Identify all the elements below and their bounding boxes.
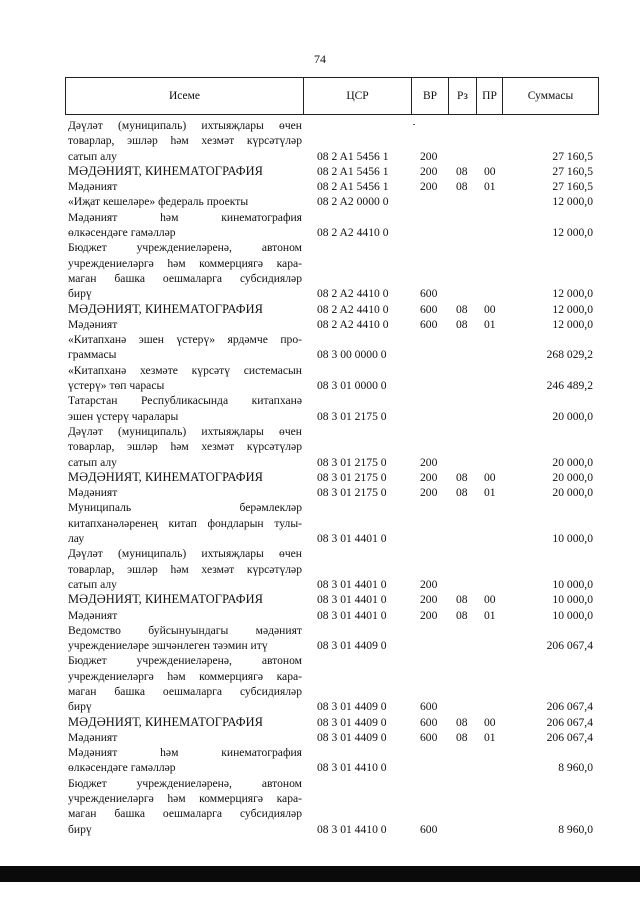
row-csr: 08 3 01 4409 0 [317,715,387,729]
row-name-line: МӘДӘНИЯТ, КИНЕМАТОГРАФИЯ [68,469,264,484]
row-csr: 08 3 01 4401 0 [317,608,387,622]
row-amount: 12 000,0 [552,287,593,301]
row-name-line: Дәүләт (муниципаль) ихтыяҗлары өчен [68,424,302,438]
row-name-line: товарлар, эшләр һәм хезмәт күрсәтүләр [68,134,302,148]
table-row [0,332,640,363]
row-name-line: учреждениеләргә һәм коммерциягә кара- [68,669,302,683]
row-name-line: учреждениеләргә һәм коммерциягә кара- [68,792,302,806]
row-name [68,118,302,164]
row-amount: 12 000,0 [552,317,593,331]
row-name [68,745,302,776]
row-rz: 08 [456,317,468,331]
row-name [68,500,302,546]
row-name [68,240,302,301]
row-rz: 08 [456,486,468,500]
row-name-line: эшен үстерү чаралары [68,409,179,423]
table-row [0,745,640,776]
row-name-line: Татарстан Республикасында китапханә [68,394,302,408]
row-name [68,715,302,730]
header-rz: Рз [448,78,476,114]
row-vr: 200 [420,470,438,484]
row-csr: 08 3 01 4410 0 [317,761,387,775]
row-vr: 200 [420,149,438,163]
row-vr: 200 [420,593,438,607]
row-name-line: сатып алу [68,577,117,591]
table-row [0,623,640,654]
table-row [0,317,640,332]
row-name-line: Дәүләт (муниципаль) ихтыяҗлары өчен [68,547,302,561]
row-vr: 200 [420,180,438,194]
row-csr: 08 3 01 4410 0 [317,822,387,836]
table-row [0,608,640,623]
table-row [0,118,640,164]
row-amount: 10 000,0 [552,577,593,591]
row-name-line: үстерү» төп чарасы [68,379,165,393]
row-amount: 20 000,0 [552,486,593,500]
row-vr: 600 [420,317,438,331]
row-name-line: Мәдәният һәм кинематография [68,746,302,760]
row-name [68,653,302,714]
row-vr: 600 [420,715,438,729]
row-name [68,179,302,194]
table-row [0,546,640,592]
row-name-line: МӘДӘНИЯТ, КИНЕМАТОГРАФИЯ [68,301,264,316]
row-name [68,730,302,745]
table-row [0,776,640,837]
row-name [68,470,302,485]
row-csr: 08 3 01 2175 0 [317,455,387,469]
row-name [68,424,302,470]
row-name-line: учреждениеләре эшчәнлеген тәэмин итү [68,639,268,653]
row-amount: 246 489,2 [546,379,593,393]
row-pr: 00 [484,302,496,316]
row-pr: 00 [484,715,496,729]
row-csr: 08 2 A2 0000 0 [317,195,389,209]
row-csr: 08 3 01 4409 0 [317,700,387,714]
row-amount: 10 000,0 [552,532,593,546]
row-name [68,608,302,623]
row-csr: 08 3 01 0000 0 [317,379,387,393]
header-csr: ЦСР [303,78,411,114]
row-amount: 12 000,0 [552,226,593,240]
row-amount: 12 000,0 [552,302,593,316]
row-vr: 200 [420,608,438,622]
row-name-line: маган башка оешмаларга субсидияләр [68,807,302,821]
table-row [0,179,640,194]
row-name-line: Бюджет учреждениеләренә, автоном [68,776,302,790]
row-vr: 600 [420,302,438,316]
row-name [68,164,302,179]
row-vr: 600 [420,700,438,714]
row-name-line: Муниципаль берәмлекләр [68,501,302,515]
table-row [0,470,640,485]
row-name-line: бирү [68,822,92,836]
row-name-line: сатып алу [68,149,117,163]
row-name-line: Бюджет учреждениеләренә, автоном [68,241,302,255]
row-amount: 27 160,5 [552,180,593,194]
table-body [0,118,640,837]
row-csr: 08 2 A2 4410 0 [317,302,389,316]
row-amount: 27 160,5 [552,164,593,178]
row-rz: 08 [456,715,468,729]
row-name-line: Ведомство буйсынуындагы мәдәният [68,623,302,637]
row-rz: 08 [456,593,468,607]
row-amount: 10 000,0 [552,593,593,607]
header-vr: ВР [411,78,448,114]
row-vr: 200 [420,486,438,500]
table-row [0,485,640,500]
row-rz: 08 [456,302,468,316]
row-name-line: МӘДӘНИЯТ, КИНЕМАТОГРАФИЯ [68,592,264,607]
row-pr: 00 [484,470,496,484]
row-csr: 08 3 01 4401 0 [317,532,387,546]
row-name [68,332,302,363]
table-row [0,424,640,470]
scan-edge-band [0,866,640,882]
row-name [68,363,302,394]
table-row [0,592,640,607]
row-vr: 600 [420,730,438,744]
row-rz: 08 [456,730,468,744]
row-name [68,546,302,592]
row-name-line: бирү [68,700,92,714]
table-row [0,194,640,209]
row-csr: 08 3 01 4409 0 [317,639,387,653]
row-name [68,194,302,209]
row-vr: 200 [420,577,438,591]
row-csr: 08 3 01 2175 0 [317,409,387,423]
row-name-line: маган башка оешмаларга субсидияләр [68,271,302,285]
row-name [68,592,302,607]
row-pr: 01 [484,486,496,500]
row-amount: 20 000,0 [552,409,593,423]
header-amount: Суммасы [502,78,598,114]
row-name-line: Мәдәният [68,180,118,194]
row-csr: 08 3 01 4409 0 [317,730,387,744]
row-rz: 08 [456,470,468,484]
row-amount: 206 067,4 [546,730,593,744]
row-csr: 08 3 00 0000 0 [317,348,387,362]
row-pr: 01 [484,608,496,622]
row-rz: 08 [456,164,468,178]
row-name [68,623,302,654]
row-vr: 600 [420,822,438,836]
table-row [0,393,640,424]
row-name-line: «Китапханә эшен үстерү» ярдәмче про- [68,333,302,347]
row-name-line: Мәдәният һәм кинематография [68,210,302,224]
row-name-line: сатып алу [68,455,117,469]
row-amount: 206 067,4 [546,700,593,714]
table-row [0,730,640,745]
row-amount: 206 067,4 [546,639,593,653]
row-name [68,776,302,837]
row-amount: 8 960,0 [558,761,593,775]
row-amount: 12 000,0 [552,195,593,209]
table-row [0,240,640,301]
row-name-line: Мәдәният [68,608,118,622]
row-vr: 600 [420,287,438,301]
row-name-line: Мәдәният [68,317,118,331]
page-number: 74 [314,52,326,66]
row-csr: 08 2 A2 4410 0 [317,317,389,331]
row-name-line: Дәүләт (муниципаль) ихтыяҗлары өчен [68,119,302,132]
row-csr: 08 3 01 4401 0 [317,593,387,607]
row-name-line: бирү [68,287,92,301]
row-amount: 10 000,0 [552,608,593,622]
row-name [68,302,302,317]
row-amount: 20 000,0 [552,455,593,469]
table-header [65,77,599,115]
row-pr: 00 [484,593,496,607]
table-row [0,302,640,317]
table-row [0,363,640,394]
row-csr: 08 3 01 4401 0 [317,577,387,591]
row-name-line: Мәдәният [68,730,118,744]
header-pr: ПР [476,78,502,114]
row-name-line: Бюджет учреждениеләренә, автоном [68,654,302,668]
header-name: Исеме [168,90,201,102]
row-name-line: «Иҗат кешеләре» федераль проекты [68,195,249,209]
row-name-line: товарлар, эшләр һәм хезмәт күрсәтүләр [68,562,302,576]
row-pr: 01 [484,180,496,194]
row-rz: 08 [456,180,468,194]
row-name-line: учреждениеләргә һәм коммерциягә кара- [68,256,302,270]
row-name-line: товарлар, эшләр һәм хезмәт күрсәтүләр [68,440,302,454]
table-row [0,164,640,179]
row-name-line: өлкәсендәге гамәлләр [68,761,176,775]
row-pr: 01 [484,317,496,331]
row-name-line: граммасы [68,348,117,362]
row-name-line: «Китапханә хезмәте күрсәтү системасын [68,363,302,377]
row-name-line: МӘДӘНИЯТ, КИНЕМАТОГРАФИЯ [68,714,264,729]
row-amount: 20 000,0 [552,470,593,484]
row-csr: 08 2 A1 5456 1 [317,180,389,194]
row-amount: 268 029,2 [546,348,593,362]
row-csr: 08 3 01 2175 0 [317,486,387,500]
row-vr: 200 [420,455,438,469]
table-row [0,715,640,730]
row-amount: 27 160,5 [552,149,593,163]
row-csr: 08 3 01 2175 0 [317,470,387,484]
row-rz: 08 [456,608,468,622]
row-vr: 200 [420,164,438,178]
row-csr: 08 2 A1 5456 1 [317,164,389,178]
row-name [68,317,302,332]
row-name [68,485,302,500]
row-name-line: лау [68,532,85,546]
row-name-line: өлкәсендәге гамәлләр [68,226,176,240]
row-csr: 08 2 A2 4410 0 [317,226,389,240]
table-row [0,210,640,241]
row-name-line: маган башка оешмаларга субсидияләр [68,684,302,698]
row-csr: 08 2 A1 5456 1 [317,149,389,163]
row-name-line: Мәдәният [68,486,118,500]
table-row [0,500,640,546]
row-amount: 206 067,4 [546,715,593,729]
row-pr: 00 [484,164,496,178]
row-pr: 01 [484,730,496,744]
row-name [68,393,302,424]
row-name [68,210,302,241]
table-row [0,653,640,714]
row-amount: 8 960,0 [558,822,593,836]
row-name-line: МӘДӘНИЯТ, КИНЕМАТОГРАФИЯ [68,163,264,178]
row-name-line: китапханәләренең китап фондларын тулы- [68,516,302,530]
row-csr: 08 2 A2 4410 0 [317,287,389,301]
